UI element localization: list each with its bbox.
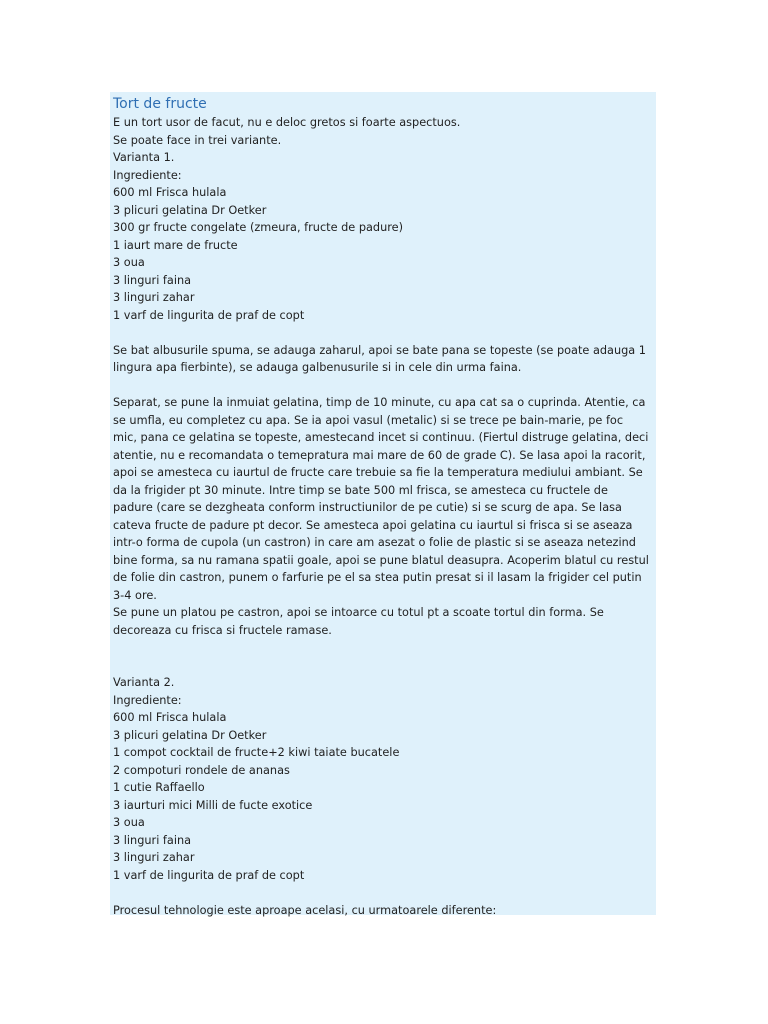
text-line: se umfla, eu completez cu apa. Se ia apoi vasul (metalic) si se trece pe bain-marie, pe foc: [113, 413, 624, 427]
text-line: 3 linguri faina: [113, 833, 192, 847]
recipe-document: [110, 92, 656, 915]
text-line: 1 iaurt mare de fructe: [113, 238, 238, 252]
text-line: Separat, se pune la inmuiat gelatina, timp de 10 minute, cu apa cat sa o cuprinda. Atentie, ca: [113, 396, 646, 409]
text-line: Se bat albusurile spuma, se adauga zaharul, apoi se bate pana se topeste (se poate adauga 1: [113, 343, 646, 357]
text-line: 1 cutie Raffaello: [113, 781, 205, 794]
text-line: 600 ml Frisca hulala: [113, 711, 227, 724]
text-line: cateva fructe de padure pt decor. Se amesteca apoi gelatina cu iaurtul si frisca si se aseaza: [113, 518, 633, 532]
text-line: 3 linguri faina: [113, 273, 192, 287]
text-line: 3-4 ore.: [113, 588, 157, 602]
blank-line: [113, 639, 653, 657]
recipe-title: Tort de fructe: [113, 96, 207, 112]
text-line: da la frigider pt 30 minute. Intre timp se bate 500 ml frisca, se amesteca cu fructele de: [113, 483, 608, 497]
text-line: 3 linguri zahar: [113, 291, 195, 304]
text-line: de folie din castron, punem o farfurie pe el sa stea putin presat si il lasam la frigider cel putin: [113, 571, 642, 584]
text-line: 1 varf de lingurita de praf de copt: [113, 868, 305, 882]
text-line: Se poate face in trei variante.: [113, 133, 282, 147]
text-line: 3 oua: [113, 816, 145, 829]
text-line: E un tort usor de facut, nu e deloc gretos si foarte aspectuos.: [113, 116, 461, 129]
text-line: apoi se amesteca cu iaurtul de fructe care trebuie sa fie la temperatura mediului ambiant. Se: [113, 466, 643, 479]
text-line: decoreaza cu frisca si fructele ramase.: [113, 623, 332, 637]
text-line: mic, pana ce gelatina se topeste, amestecand incet si continuu. (Fiertul distruge gelatina, deci: [113, 431, 649, 444]
text-line: 3 linguri zahar: [113, 851, 195, 864]
blank-line: [113, 324, 653, 342]
text-line: Ingrediente:: [113, 168, 182, 182]
text-line: intr-o forma de cupola (un castron) in care am asezat o folie de plastic si se aseaza netezind: [113, 536, 636, 549]
text-line: padure (care se dezgheata conform instructiunilor de pe cutie) si se scurg de apa. Se lasa: [113, 501, 622, 514]
text-line: 1 compot cocktail de fructe+2 kiwi taiate bucatele: [113, 746, 400, 759]
text-line: Varianta 1.: [113, 151, 175, 164]
text-line: 600 ml Frisca hulala: [113, 186, 227, 199]
text-line: 3 oua: [113, 256, 145, 269]
text-line: lingura apa fierbinte), se adauga galbenusurile si in cele din urma faina.: [113, 361, 522, 374]
text-line: Ingrediente:: [113, 693, 182, 707]
text-line: Se pune un platou pe castron, apoi se intoarce cu totul pt a scoate tortul din forma. Se: [113, 606, 604, 619]
blank-line: [113, 884, 653, 902]
text-line: Varianta 2.: [113, 676, 175, 689]
text-line: 2 compoturi rondele de ananas: [113, 763, 290, 777]
text-line: 3 iaurturi mici Milli de fucte exotice: [113, 798, 313, 812]
text-line: atentie, nu e recomandata o temepratura mai mare de 60 de grade C). Se lasa apoi la racorit,: [113, 448, 646, 462]
text-line: 1 varf de lingurita de praf de copt: [113, 308, 305, 322]
text-line: 3 plicuri gelatina Dr Oetker: [113, 203, 267, 217]
text-line: 300 gr fructe congelate (zmeura, fructe de padure): [113, 221, 404, 234]
text-line: bine forma, sa nu ramana spatii goale, apoi se pune blatul deasupra. Acoperim blatul cu restul: [113, 553, 649, 567]
text-line: Procesul tehnologie este aproape acelasi, cu urmatoarele diferente:: [113, 903, 497, 917]
blank-line: [113, 657, 653, 675]
text-line: 3 plicuri gelatina Dr Oetker: [113, 728, 267, 742]
recipe-body: [113, 114, 653, 919]
blank-line: [113, 377, 653, 395]
